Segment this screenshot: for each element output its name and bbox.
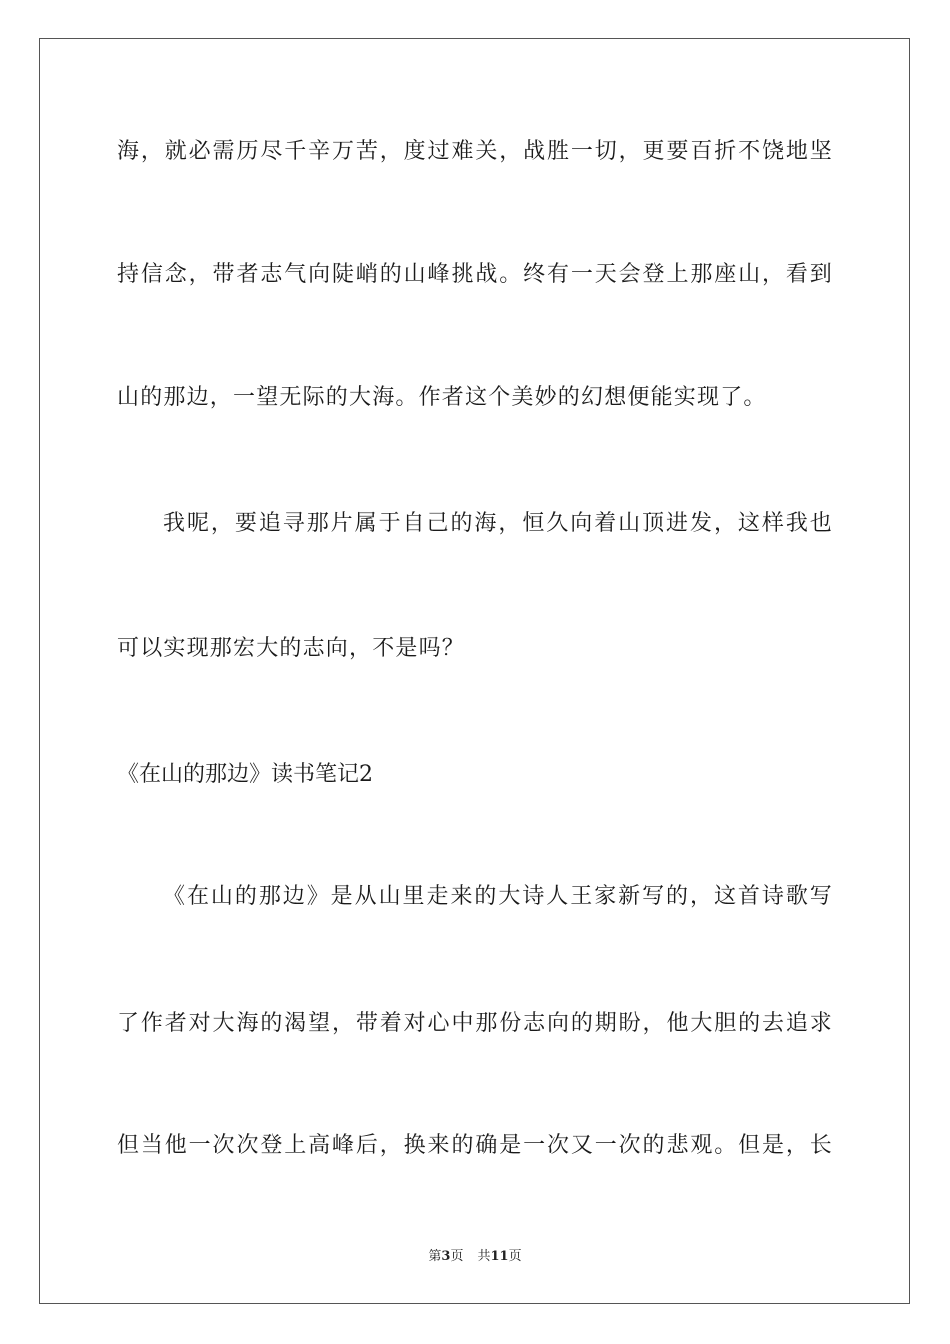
- body-line-6: 《在山的那边》是从山里走来的大诗人王家新写的，这首诗歌写: [163, 884, 833, 909]
- footer-total-prefix: 共: [477, 1249, 491, 1264]
- page-footer: [0, 1248, 950, 1266]
- footer-page-suffix: 页: [450, 1249, 464, 1264]
- body-line-5: 可以实现那宏大的志向，不是吗？: [117, 636, 466, 661]
- section-heading: 《在山的那边》读书笔记2: [117, 762, 373, 787]
- footer-page-prefix: 第: [428, 1249, 442, 1264]
- body-line-1: 海，就必需历尽千辛万苦，度过难关，战胜一切，更要百折不饶地坚: [117, 139, 833, 164]
- body-line-4: 我呢，要追寻那片属于自己的海，恒久向着山顶进发，这样我也: [163, 511, 833, 536]
- footer-total-suffix: 页: [508, 1249, 522, 1264]
- page-border: [39, 38, 910, 1304]
- footer-page-number: 3: [441, 1249, 451, 1264]
- body-line-2: 持信念，带者志气向陡峭的山峰挑战。终有一天会登上那座山，看到: [117, 262, 833, 287]
- body-line-8: 但当他一次次登上高峰后，换来的确是一次又一次的悲观。但是，长: [117, 1133, 833, 1158]
- footer-total-pages: 11: [490, 1249, 509, 1264]
- body-line-7: 了作者对大海的渴望，带着对心中那份志向的期盼，他大胆的去追求: [117, 1011, 833, 1036]
- body-line-3: 山的那边，一望无际的大海。作者这个美妙的幻想便能实现了。: [117, 385, 767, 410]
